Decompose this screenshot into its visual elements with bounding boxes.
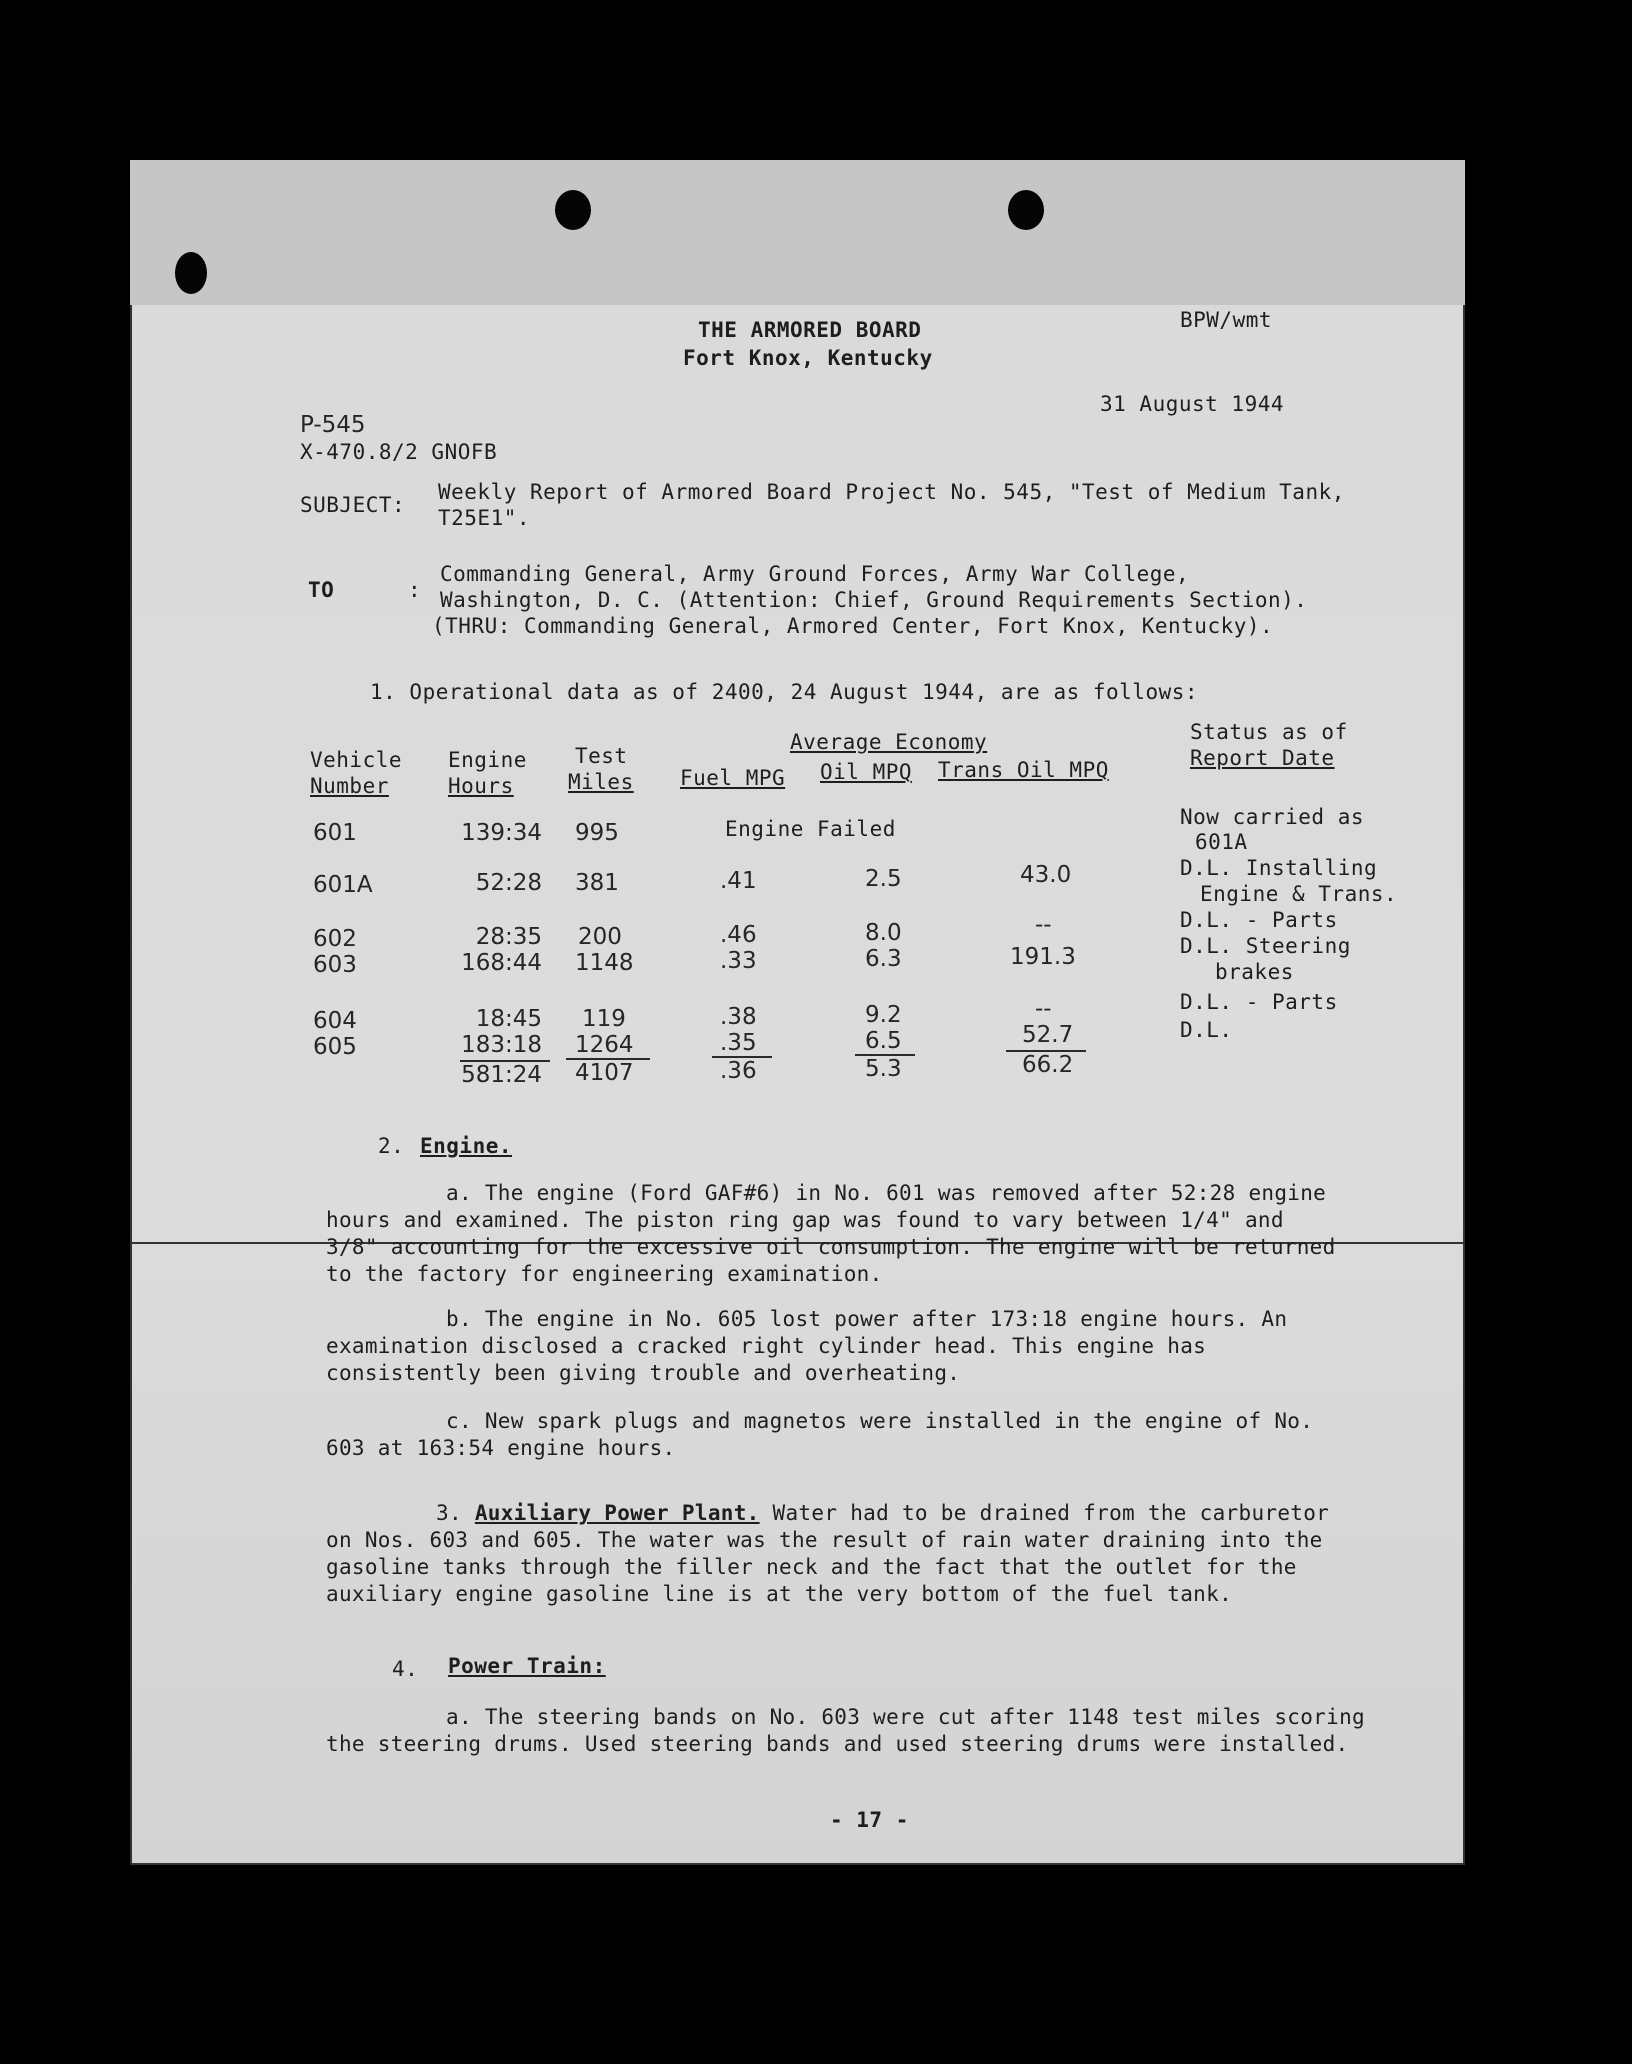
trans-oil-mpq: -- [1035,996,1052,1022]
average-economy-header: Average Economy [790,730,988,754]
letter-date: 31 August 1944 [1100,392,1285,416]
status-line-1: D.L. Steering [1180,934,1351,958]
fuel-mpg: .38 [720,1004,757,1030]
oil-mpq: 6.3 [865,946,902,972]
punch-hole [1008,190,1044,230]
status-line-1: D.L. [1180,1018,1233,1042]
fuel-mpg: Engine Failed [725,817,896,841]
col-fuel-header: Fuel MPG [680,766,786,790]
subject-line-1: Weekly Report of Armored Board Project No. 545, "Test of Medium Tank, [438,480,1345,504]
col-miles-header: Test [575,744,628,768]
section-4-paragraph-a: a. The steering bands on No. 603 were cut after 1148 test miles scoring the steering drums. Used steering bands and used steering drums were installed. [326,1705,1365,1756]
section-3-paragraph [326,1500,1366,1608]
status-line-2: Engine & Trans. [1200,882,1398,906]
engine-hours: 139:34 [461,820,542,846]
fuel-mpg: .35 [720,1030,757,1056]
col-status-header-2: Report Date [1190,746,1335,770]
fuel-mpg: .33 [720,948,757,974]
punch-hole [555,190,591,230]
test-miles: 995 [575,820,619,846]
status-line-2: 601A [1195,830,1248,854]
page-number: - 17 - [830,1808,909,1832]
col-vehicle-header: Vehicle [310,748,403,772]
to-colon: : [408,578,422,602]
oil-mpq: 6.5 [865,1028,902,1054]
vehicle-number: 601A [313,872,373,898]
to-line-1: Commanding General, Army Ground Forces, Army War College, [440,562,1190,586]
engine-hours: 52:28 [475,870,542,896]
oil-mpq: 8.0 [865,920,902,946]
col-miles-header-2: Miles [568,770,634,794]
section-2-paragraph-a: a. The engine (Ford GAF#6) in No. 601 was removed after 52:28 engine hours and examined. The piston ring gap was found to vary between 1/4" and 3/8" accounting for the excessive oil consumption. The engine will be returned to the factory for engineering examination. [326,1181,1336,1286]
col-vehicle-header-2: Number [310,774,389,798]
fuel-mpg: .41 [720,868,757,894]
subject-line-2: T25E1". [438,506,531,530]
engine-hours: 28:35 [475,924,542,950]
section-2-paragraph-b: b. The engine in No. 605 lost power after 173:18 engine hours. An examination disclosed a cracked right cylinder head. This engine has consistently been giving trouble and overheating. [326,1307,1288,1385]
section-2-paragraph-c: c. New spark plugs and magnetos were installed in the engine of No. 603 at 163:54 engine hours. [326,1409,1314,1460]
vehicle-number: 601 [313,820,357,846]
vehicle-number: 604 [313,1008,357,1034]
trans-oil-mpq: -- [1035,912,1052,938]
col-oil-header: Oil MPQ [820,760,913,784]
test-miles: 200 [578,924,622,950]
total-engine-hours: 581:24 [461,1062,542,1088]
section-3-number: 3. [436,1501,462,1525]
total-test-miles: 4107 [575,1060,634,1086]
trans-oil-mpq: 52.7 [1022,1022,1074,1048]
section-3-text: Water had to be drained from the carburetor on Nos. 603 and 605. The water was the result of rain water draining into the gasoline tanks through the filler neck and the fact that the outlet for the auxiliary engine gasoline line is at the very bottom of the fuel tank. [326,1501,1330,1606]
typist-initials: BPW/wmt [1180,308,1273,332]
col-hours-header-2: Hours [448,774,514,798]
org-location: Fort Knox, Kentucky [683,346,933,370]
section-4-title: Power Train: [448,1654,606,1678]
test-miles: 1148 [575,950,634,976]
engine-hours: 183:18 [461,1032,542,1058]
to-line-3: (THRU: Commanding General, Armored Center, Fort Knox, Kentucky). [432,614,1274,638]
status-line-2: brakes [1215,960,1294,984]
engine-hours: 18:45 [475,1006,542,1032]
col-hours-header: Engine [448,748,527,772]
section-3-title: Auxiliary Power Plant. [474,1501,760,1525]
engine-hours: 168:44 [461,950,542,976]
document-page [130,160,1465,1865]
section-4-number: 4. [392,1657,419,1681]
total-trans-oil-mpq: 66.2 [1022,1052,1074,1078]
trans-oil-mpq: 191.3 [1010,944,1076,970]
total-fuel-mpg: .36 [720,1058,757,1084]
status-line-1: D.L. - Parts [1180,990,1338,1014]
total-oil-mpq: 5.3 [865,1056,902,1082]
status-line-1: Now carried as [1180,805,1365,829]
vehicle-number: 603 [313,952,357,978]
oil-mpq: 2.5 [865,866,902,892]
oil-mpq: 9.2 [865,1002,902,1028]
to-label: TO [308,578,335,602]
col-trans-header: Trans Oil MPQ [938,758,1109,782]
fuel-mpg: .46 [720,922,757,948]
test-miles: 119 [582,1006,626,1032]
status-line-1: D.L. Installing [1180,856,1378,880]
org-name: THE ARMORED BOARD [698,318,922,342]
trans-oil-mpq: 43.0 [1020,862,1072,888]
test-miles: 381 [575,870,619,896]
status-line-1: D.L. - Parts [1180,908,1338,932]
subject-label: SUBJECT: [300,493,406,517]
file-reference-1: P-545 [300,412,366,438]
paragraph-1: 1. Operational data as of 2400, 24 August 1944, are as follows: [370,680,1199,704]
vehicle-number: 605 [313,1034,357,1060]
to-line-2: Washington, D. C. (Attention: Chief, Ground Requirements Section). [440,588,1308,612]
section-2-title: Engine. [420,1134,513,1158]
section-2-number: 2. [378,1134,405,1158]
test-miles: 1264 [575,1032,634,1058]
vehicle-number: 602 [313,926,357,952]
punch-hole [175,252,207,294]
file-reference-2: X-470.8/2 GNOFB [300,440,498,464]
top-edge-strip [130,160,1465,305]
col-status-header: Status as of [1190,720,1348,744]
